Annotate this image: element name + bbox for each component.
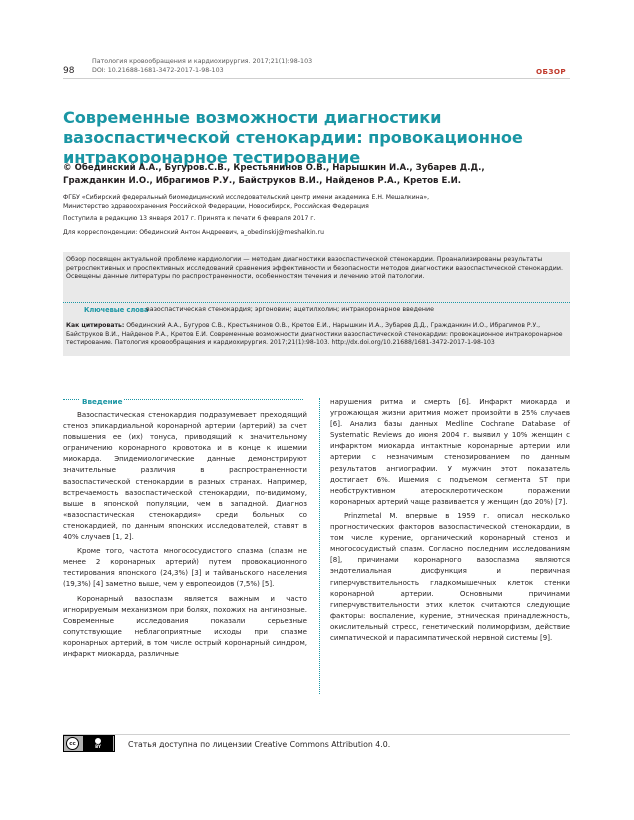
journal-doi[interactable]: DOI: 10.21688-1681-3472-2017-1-98-103 [92, 67, 224, 74]
author-list [63, 162, 573, 188]
page-number: 98 [63, 66, 75, 76]
footer-divider [63, 734, 570, 735]
by-icon [83, 736, 113, 751]
cc-icon: cc [66, 737, 79, 750]
affiliation-line-2: Министерство здравоохранения Российской Федерации, Новосибирск, Российская Федерация [63, 202, 369, 210]
abstract-divider [63, 302, 570, 303]
journal-header [92, 57, 312, 75]
citation-text: Обединский А.А., Бугуров С.В., Крестьянинов О.В., Кретов Е.И., Нарышкин И.А., Зубарев Д.Д., Гражданкин И.О., Ибрагимов Р.У., Байструков В.И., Найденов Р.А., Кретов Е.И. Современные возможности диагностики вазоспастической стенокардии: провокационное интракоронарное тестирование. Патология кровообращения и кардиохирургия. 2017;21(1):98-103. http://dx.doi.org/10.21688/1681-3472-2017-1-98-103 [66, 322, 563, 347]
journal-citation: Патология кровообращения и кардиохирургия. 2017;21(1):98-103 [92, 58, 313, 65]
authors-line-2: Гражданкин И.О., Ибрагимов Р.У., Байструков В.И., Найденов Р.А., Кретов Е.И. [63, 176, 462, 186]
affiliation [63, 194, 573, 211]
affiliation-line-1: ФГБУ «Сибирский федеральный биомедицинский исследовательский центр имени академика Е.Н. Мешалкина», [63, 194, 430, 201]
keywords: вазоспастическая стенокардия; эргоновин; ацетилхолин; интракоронарное введение [146, 306, 434, 313]
body-column-right [330, 396, 570, 646]
received-dates: Поступила в редакцию 13 января 2017 г. Принята к печати 6 февраля 2017 г. [63, 215, 316, 222]
abstract-text: Обзор посвящен актуальной проблеме кардиологии — методам диагностики вазоспастической стенокардии. Проанализированы результаты ретроспективных и проспективных исследований сравнения эффективности и безопасности методов диагностики вазоспастической стенокардии. Освещены данные литературы по распространенности, особенностям течения и лечению этой патологии. [66, 256, 563, 281]
citation-block [66, 322, 567, 348]
paragraph: Вазоспастическая стенокардия подразумевает преходящий стеноз эпикардиальной коронарной артерии (артерий) за счет повышения ее (их) тонуса, приводящий к значительному ограничению коронарного кровотока и в конце к ишемии миокарда. Эпидемиологические данные демонстрируют значительные различия в распространенности вазоспастической стенокардии в разных странах. Например, встречаемость вазоспастической стенокардии, по-видимому, выше в японской популяции, чем в западной. Диагноз «вазоспастическая стенокардия» среди больных со стенокардией, по данным японских исследователей, ставят в 40% случаев [1, 2]. [63, 410, 307, 542]
column-divider [319, 398, 320, 694]
header-divider [63, 78, 570, 79]
by-label: BY [95, 744, 101, 749]
paragraph: Prinzmetal M. впервые в 1959 г. описал несколько прогностических факторов вазоспастической стенокардии, в том числе курение, органический коронарный стеноз и многососудистый спазм. Согласно последним исследованиям [8], причинами коронарного вазоспазма являются эндотелиальная дисфункция и первичная гиперчувствительность гладкомышечных клеток стенки коронарной артерии. Основными причинами гиперчувствительности этих клеток считаются следующие факторы: воспаление, курение, этническая принадлежность, окислительный стресс, генетический полиморфизм, действие симпатической и парасимпатической нервной системы [9]. [330, 510, 570, 642]
paragraph: Коронарный вазоспазм является важным и часто игнорируемым механизмом при болях, похожих на ангинозные. Современные исследования показали серьезные сопутствующие неблагоприятные исходы при спазме коронарных артерий, в том числе острый коронарный синдром, инфаркт миокарда, различные [63, 593, 307, 658]
cc-license-badge[interactable] [63, 735, 115, 752]
paragraph: Кроме того, частота многососудистого спазма (спазм не менее 2 коронарных артерий) путем провокационного тестирования японского (24,3%) [3] и тайваньского населения (19,3%) [4] заметно выше, чем у европеоидов (7,5%) [5]. [63, 546, 307, 589]
article-title: Современные возможности диагностики вазоспастической стенокардии: провокационное интракоронарное тестирование [63, 108, 523, 167]
license-text: Статья доступна по лицензии Creative Commons Attribution 4.0. [128, 740, 391, 749]
intro-heading: Введение [82, 397, 123, 406]
correspondence: Для корреспонденции: Обединский Антон Андреевич, a_obedinskij@meshalkin.ru [63, 229, 324, 236]
citation-label: Как цитировать: [66, 322, 125, 329]
authors-line-1: © Обединский А.А., Бугуров.С.В., Крестьянинов О.В., Нарышкин И.А., Зубарев Д.Д., [63, 163, 485, 173]
keywords-label: Ключевые слова [84, 306, 149, 314]
body-column-left [63, 409, 307, 662]
section-label: ОБЗОР [536, 67, 567, 76]
paragraph: нарушения ритма и смерть [6]. Инфаркт миокарда и угрожающая жизни аритмия может произойти в 25% случаев [6]. Анализ базы данных Medline Cochrane Database of Systematic Reviews до июня 2004 г. выявил у 10% женщин с инфарктом миокарда интактные коронарные артерии или артерии с незначимым стенозированием по данным результатов ангиографии. У мужчин этот показатель достигает 6%. Ишемия с подъемом сегмента ST при необструктивном атеросклеротическом поражении коронарных артерий чаще развивается у женщин (до 20%) [7]. [330, 397, 570, 506]
